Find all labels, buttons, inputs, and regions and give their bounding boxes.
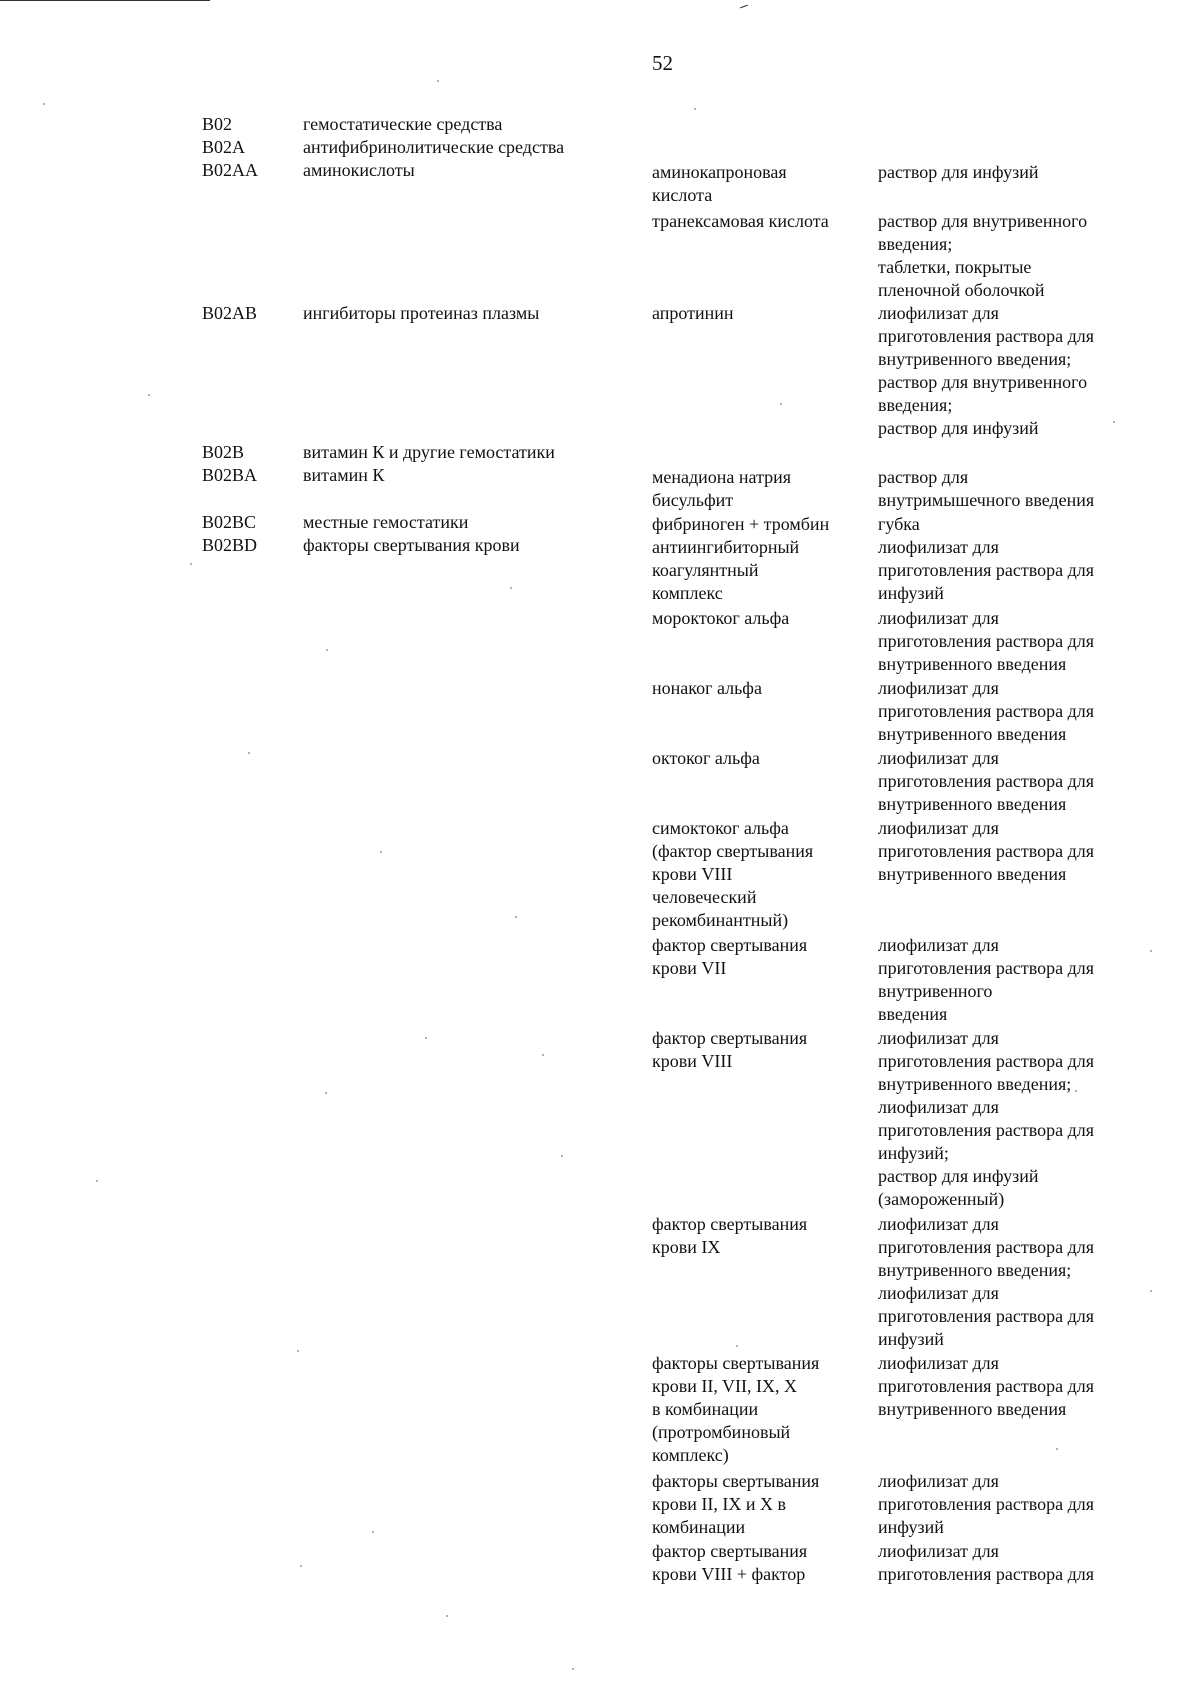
drug-name: факторы свертывания крови II, IX и X в комбинации [652,1471,820,1537]
dosage-form: лиофилизат для приготовления раствора для внутривенного введения [878,935,1094,1024]
drug-name: симоктоког альфа (фактор свертывания крови VIII человеческий рекомбинантный) [652,818,814,930]
atc-code: B02AA [202,160,259,180]
drug-name: аминокапроновая кислота [652,162,787,205]
dosage-form: раствор для внутривенного введения; таблетки, покрытые пленочной оболочкой [878,211,1088,300]
dosage-form: лиофилизат для приготовления раствора для инфузий [878,1471,1094,1537]
dosage-form: лиофилизат для приготовления раствора для внутривенного введения [878,608,1094,674]
dosage-form: лиофилизат для приготовления раствора для внутривенного введения; лиофилизат для приготовления раствора для инфузий [878,1214,1094,1349]
drug-name: антиингибиторный коагулянтный комплекс [652,537,800,603]
atc-code: B02BD [202,535,258,555]
page-number: 52 [652,51,673,75]
dosage-form: лиофилизат для приготовления раствора для внутривенного введения [878,678,1094,744]
atc-group-name: антифибринолитические средства [303,137,565,157]
drug-name: менадиона натрия бисульфит [652,467,792,510]
dosage-form: лиофилизат для приготовления раствора для внутривенного введения; лиофилизат для приготовления раствора для инфузий; раствор для инфузий (замороженный) [878,1028,1094,1209]
atc-group-name: ингибиторы протеиназ плазмы [303,303,540,323]
atc-code: B02BC [202,512,257,532]
drug-name: апротинин [652,303,734,323]
drug-name: октоког альфа [652,748,760,768]
atc-code: B02BA [202,465,258,485]
atc-group-name: витамин К и другие гемостатики [303,442,555,462]
atc-group-name: факторы свертывания крови [303,535,520,555]
dosage-form: губка [878,514,920,534]
dosage-form: раствор для внутримышечного введения [878,467,1095,510]
dosage-form: лиофилизат для приготовления раствора для внутривенного введения [878,748,1094,814]
drug-name: факторы свертывания крови II, VII, IX, X в комбинации (протромбиновый комплекс) [652,1353,820,1465]
atc-group-name: местные гемостатики [303,512,469,532]
dosage-form: лиофилизат для приготовления раствора для внутривенного введения; раствор для внутривенного введения; раствор для инфузий [878,303,1094,438]
drug-name: фактор свертывания крови VII [652,935,808,978]
dosage-form: лиофилизат для приготовления раствора для [878,1541,1094,1584]
dosage-form: лиофилизат для приготовления раствора для внутривенного введения [878,818,1094,884]
atc-code: B02 [202,114,233,134]
drug-name: фибриноген + тромбин [652,514,830,534]
atc-code: B02A [202,137,246,157]
drug-name: мороктоког альфа [652,608,790,628]
drug-name: фактор свертывания крови VIII + фактор [652,1541,808,1584]
drug-name: фактор свертывания крови VIII [652,1028,808,1071]
atc-group-name: витамин К [303,465,385,485]
drug-name: фактор свертывания крови IX [652,1214,808,1257]
dosage-form: лиофилизат для приготовления раствора для внутривенного введения [878,1353,1094,1419]
atc-group-name: аминокислоты [303,160,415,180]
atc-code: B02AB [202,303,258,323]
atc-group-name: гемостатические средства [303,114,503,134]
dosage-form: лиофилизат для приготовления раствора для инфузий [878,537,1094,603]
dosage-form: раствор для инфузий [878,162,1039,182]
drug-name: транексамовая кислота [652,211,829,231]
drug-name: нонаког альфа [652,678,762,698]
atc-code: B02B [202,442,245,462]
